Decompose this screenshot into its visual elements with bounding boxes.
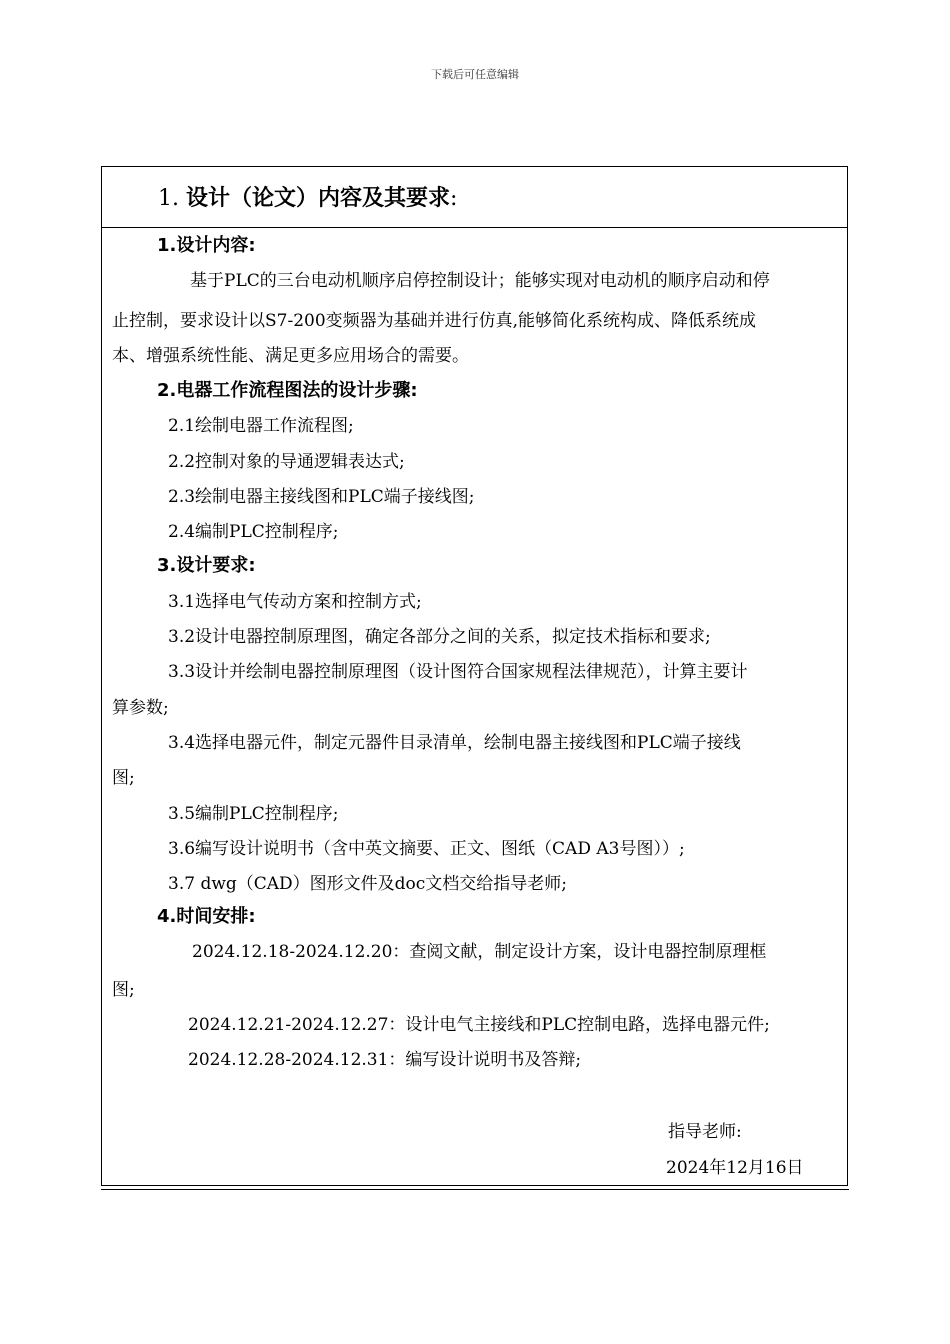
section-4-heading: 4.时间安排: (157, 906, 256, 927)
title-number: 1. (158, 186, 179, 211)
section-3-item-3-line-2: 算参数; (112, 698, 169, 718)
section-4-item-3: 2024.12.28-2024.12.31：编写设计说明书及答辩; (188, 1050, 582, 1070)
title-suffix: : (450, 186, 458, 211)
title-row (102, 167, 847, 228)
signature-date: 2024年12月16日 (666, 1158, 804, 1178)
section-2-item-2: 2.2控制对象的导通逻辑表达式; (168, 452, 405, 472)
section-3-item-6: 3.6编写设计说明书（含中英文摘要、正文、图纸（CAD A3号图））; (168, 839, 685, 859)
section-2-heading: 2.电器工作流程图法的设计步骤: (157, 380, 418, 401)
header-note: 下载后可任意编辑 (431, 68, 519, 81)
section-3-heading: 3.设计要求: (157, 555, 256, 576)
section-1-paragraph-line-1: 基于PLC的三台电动机顺序启停控制设计；能够实现对电动机的顺序启动和停 (190, 271, 770, 291)
section-3-item-1: 3.1选择电气传动方案和控制方式; (168, 592, 422, 612)
supervisor-label: 指导老师: (668, 1122, 742, 1142)
section-3-item-4-line-1: 3.4选择电器元件，制定元器件目录清单，绘制电器主接线图和PLC端子接线 (168, 733, 741, 753)
requirements-table (101, 166, 848, 1186)
title-text: 设计（论文）内容及其要求 (186, 186, 451, 211)
section-2-item-4: 2.4编制PLC控制程序; (168, 522, 339, 542)
section-4-item-1-line-1: 2024.12.18-2024.12.20：查阅文献，制定设计方案，设计电器控制原理框 (192, 942, 767, 962)
section-4-item-1-line-2: 图; (112, 980, 135, 1000)
section-2-item-1: 2.1绘制电器工作流程图; (168, 416, 354, 436)
section-3-item-3-line-1: 3.3设计并绘制电器控制原理图（设计图符合国家规程法律规范），计算主要计 (168, 662, 748, 682)
section-3-item-2: 3.2设计电器控制原理图，确定各部分之间的关系，拟定技术指标和要求; (168, 627, 711, 647)
section-4-item-2: 2024.12.21-2024.12.27：设计电气主接线和PLC控制电路，选择电器元件; (188, 1015, 770, 1035)
section-1-paragraph-line-3: 本、增强系统性能、满足更多应用场合的需要。 (112, 346, 469, 366)
section-3-item-4-line-2: 图; (112, 768, 135, 788)
section-3-item-7: 3.7 dwg（CAD）图形文件及doc文档交给指导老师; (168, 874, 568, 894)
section-3-item-5: 3.5编制PLC控制程序; (168, 804, 339, 824)
section-1-paragraph-line-2: 止控制，要求设计以S7-200变频器为基础并进行仿真,能够简化系统构成、降低系统成 (112, 311, 757, 331)
section-1-heading: 1.设计内容: (157, 235, 256, 256)
section-2-item-3: 2.3绘制电器主接线图和PLC端子接线图; (168, 487, 475, 507)
page-title (158, 181, 457, 212)
